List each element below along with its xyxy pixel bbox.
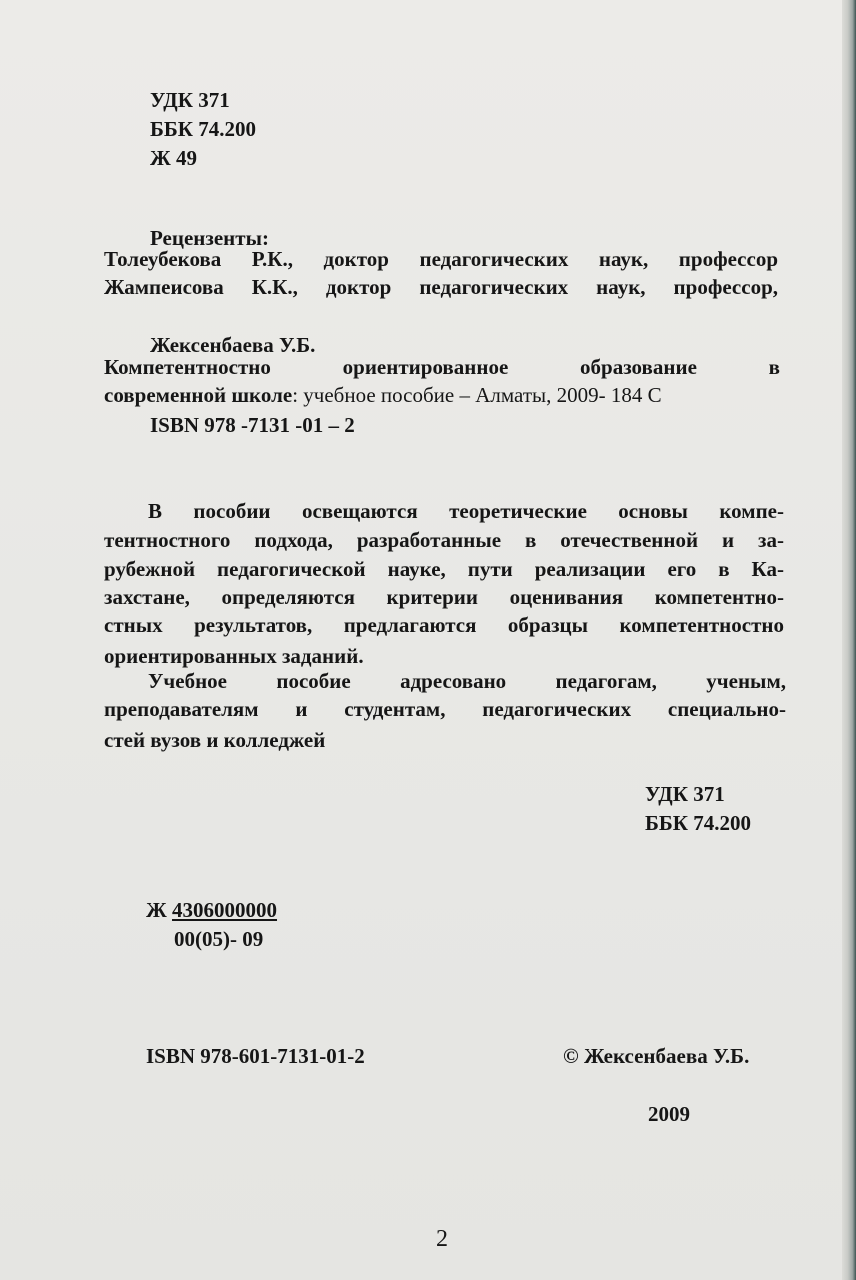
reviewer-1: Толеубекова Р.К., доктор педагогических наук, профессор — [104, 247, 778, 271]
abstract-line: тентностного подхода, разработанные в отечественной и за- — [104, 528, 784, 552]
citation-title-end: современной школе — [104, 383, 293, 407]
header-udk: УДК 371 — [150, 88, 230, 112]
citation-author: Жексенбаева У.Б. — [150, 333, 316, 357]
catalog-code-letter: Ж — [146, 898, 173, 922]
abstract-line: ориентированных заданий. — [104, 644, 364, 668]
abstract-line: преподавателям и студентам, педагогических специально- — [104, 697, 786, 721]
abstract-line: захстане, определяются критерии оценивания компетентно- — [104, 585, 784, 609]
abstract-line: стей вузов и колледжей — [104, 728, 326, 752]
catalog-code-number: 4306000000 — [172, 898, 278, 922]
reviewers-heading: Рецензенты: — [150, 226, 269, 250]
footer-year: 2009 — [648, 1102, 690, 1126]
catalog-code-sub: 00(05)- 09 — [174, 927, 264, 951]
abstract-line: стных результатов, предлагаются образцы компетентностно — [104, 613, 784, 637]
abstract-line: рубежной педагогической науке, пути реализации его в Ка- — [104, 557, 784, 581]
classification-bbk: ББК 74.200 — [645, 811, 751, 835]
next-page-edge — [842, 0, 856, 1280]
footer-isbn: ISBN 978-601-7131-01-2 — [146, 1044, 365, 1068]
footer-copyright: © Жексенбаева У.Б. — [563, 1044, 750, 1068]
classification-udk: УДК 371 — [645, 782, 725, 806]
catalog-code — [146, 898, 277, 923]
citation-publication: : учебное пособие – Алматы, 2009- 184 С — [292, 383, 662, 407]
citation-title-line1: Компетентностно ориентированное образование в — [104, 355, 780, 379]
show-through-text — [740, 36, 840, 106]
page-number: 2 — [436, 1226, 448, 1252]
reviewer-2: Жампеисова К.К., доктор педагогических наук, профессор, — [104, 275, 778, 299]
header-author-mark: Ж 49 — [150, 146, 198, 170]
abstract-line: Учебное пособие адресовано педагогам, ученым, — [148, 669, 786, 693]
header-bbk: ББК 74.200 — [150, 117, 256, 141]
abstract-line: В пособии освещаются теоретические основы компе- — [148, 499, 784, 523]
citation-title-line2 — [104, 383, 662, 408]
citation-isbn: ISBN 978 -7131 -01 – 2 — [150, 413, 355, 437]
